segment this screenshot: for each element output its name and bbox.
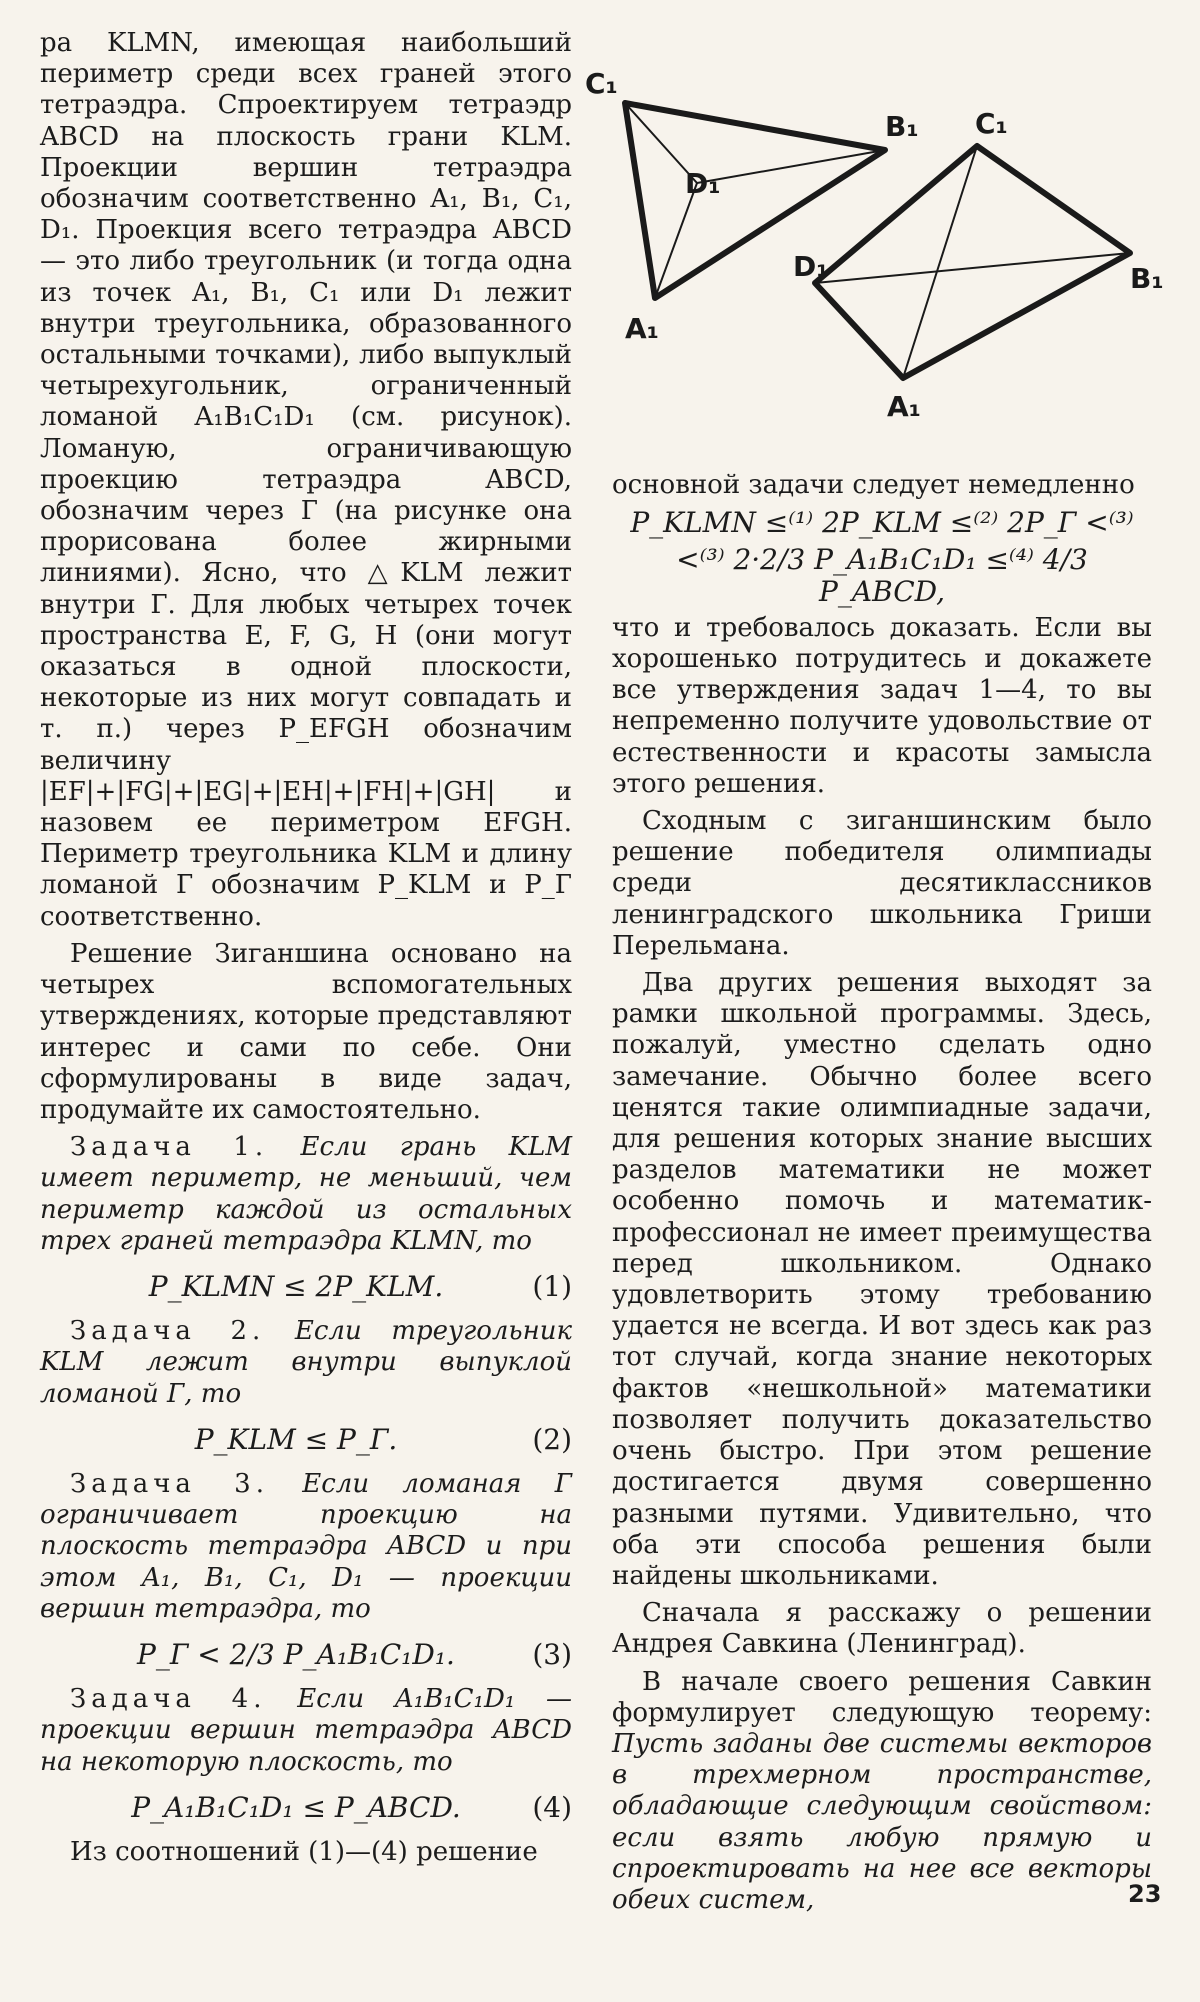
- task-3: [40, 1469, 572, 1625]
- formula-body: P_KLMN ≤ 2P_KLM.: [148, 1269, 444, 1303]
- left-column: [40, 28, 572, 1868]
- math-line-1: P_KLMN ≤⁽¹⁾ 2P_KLM ≤⁽²⁾ 2P_Г <⁽³⁾: [630, 506, 1134, 540]
- paragraph-text: В начале своего решения Савкин формулирует следующую теорему:: [612, 1666, 1152, 1728]
- paragraph: Два других решения выходят за рамки школьной программы. Здесь, пожалуй, уместно сделать одно замечание. Обычно более всего ценятся такие олимпиадные задачи, для решения которых знание высших разделов математики не может особенно помочь и математик-профессионал не имеет преимущества перед школьником. Однако удовлетворить этому требованию удается не всегда. И вот здесь как раз тот случай, когда знание некоторых фактов «нешкольной» математики позволяет получить доказательство очень быстро. При этом решение достигается двумя совершенно разными путями. Удивительно, что оба эти способа решения были найдены школьниками.: [612, 968, 1152, 1591]
- paragraph: основной задачи следует немедленно: [612, 470, 1135, 500]
- label-d1: D₁: [793, 250, 829, 283]
- paragraph: что и требовалось доказать. Если вы хорошенько потрудитесь и докажете все утверждения задач 1—4, то вы непременно получите удовольствие от естественности и красоты замысла этого решения.: [612, 612, 1152, 799]
- task-label: Задача 2.: [70, 1316, 266, 1347]
- task-text: Если ломаная Г ограничивает проекцию на плоскость тетраэдра ABCD и при этом A₁, B₁, C₁, D₁ — проекции вершин тетраэдра, то: [40, 1468, 572, 1624]
- task-text: Если треугольник KLM лежит внутри выпуклой ломаной Г, то: [40, 1316, 572, 1409]
- theorem-text: Пусть заданы две системы векторов в трехмерном пространстве, обладающие следующим свойством: если взять любую прямую и спроектировать на нее все векторы обеих систем,: [612, 1728, 1152, 1915]
- label-b1: B₁: [885, 110, 919, 143]
- task-label: Задача 3.: [70, 1468, 269, 1499]
- formula-1: [40, 1271, 572, 1302]
- paragraph: Решение Зиганшина основано на четырех вспомогательных утверждениях, которые представляют интерес и сами по себе. Они сформулированы в виде задач, продумайте их самостоятельно.: [40, 938, 572, 1125]
- label-a1: A₁: [887, 390, 921, 423]
- formula-body: P_A₁B₁C₁D₁ ≤ P_ABCD.: [131, 1790, 461, 1824]
- task-text: Если A₁B₁C₁D₁ — проекции вершин тетраэдра ABCD на некоторую плоскость, то: [40, 1684, 572, 1777]
- task-text: Если грань KLM имеет периметр, не меньший, чем периметр каждой из остальных трех граней тетраэдра KLMN, то: [40, 1132, 572, 1256]
- formula-number: (1): [532, 1269, 572, 1303]
- formula-number: (4): [532, 1790, 572, 1824]
- tetrahedron-projection-figure: [585, 58, 1165, 458]
- formula-number: (3): [532, 1637, 572, 1671]
- task-label: Задача 1.: [70, 1132, 269, 1163]
- paragraph: [612, 1667, 1152, 1917]
- task-4: [40, 1684, 572, 1778]
- paragraph: Сходным с зиганшинским было решение победителя олимпиады среди десятиклассников ленинградского школьника Гриши Перельмана.: [612, 806, 1152, 961]
- label-d1: D₁: [685, 167, 721, 200]
- label-c1: C₁: [585, 67, 618, 100]
- paragraph: ра KLMN, имеющая наибольший периметр среди всех граней этого тетраэдра. Спроектируем тетраэдр ABCD на плоскость грани KLM. Проекции вершин тетраэдра обозначим соответственно A₁, B₁, C₁, D₁. Проекция всего тетраэдра ABCD — это либо треугольник (и тогда одна из точек A₁, B₁, C₁ или D₁ лежит внутри треугольника, образованного остальными точками), либо выпуклый четырехугольник, ограниченный ломаной A₁B₁C₁D₁ (см. рисунок). Ломаную, ограничивающую проекцию тетраэдра ABCD, обозначим через Г (на рисунке она прорисована более жирными линиями). Ясно, что △KLM лежит внутри Г. Для любых четырех точек пространства E, F, G, H (они могут оказаться в одной плоскости, некоторые из них могут совпадать и т. п.) через P_EFGH обозначим величину |EF|+|FG|+|EG|+|EH|+|FH|+|GH| и назовем ее периметром EFGH. Периметр треугольника KLM и длину ломаной Г обозначим P_KLM и P_Г соответственно.: [40, 28, 572, 932]
- label-c1: C₁: [975, 107, 1008, 140]
- formula-body: P_KLM ≤ P_Г.: [194, 1422, 398, 1456]
- math-line-2: <⁽³⁾ 2·2/3 P_A₁B₁C₁D₁ ≤⁽⁴⁾ 4/3 P_ABCD,: [676, 543, 1088, 608]
- label-b1: B₁: [1130, 262, 1164, 295]
- label-a1: A₁: [625, 312, 659, 345]
- right-column: [612, 470, 1152, 1916]
- task-1: [40, 1132, 572, 1257]
- quadrilateral-projection: [815, 146, 1130, 378]
- task-label: Задача 4.: [70, 1684, 267, 1715]
- formula-number: (2): [532, 1422, 572, 1456]
- triangle-projection: [625, 103, 885, 298]
- page-number: 23: [1128, 1880, 1162, 1908]
- paragraph: Сначала я расскажу о решении Андрея Савкина (Ленинград).: [612, 1598, 1152, 1660]
- formula-4: [40, 1792, 572, 1823]
- formula-body: P_Г < 2/3 P_A₁B₁C₁D₁.: [137, 1637, 455, 1671]
- formula-2: [40, 1424, 572, 1455]
- formula-3: [40, 1639, 572, 1670]
- task-2: [40, 1316, 572, 1410]
- paragraph: Из соотношений (1)—(4) решение: [70, 1836, 538, 1867]
